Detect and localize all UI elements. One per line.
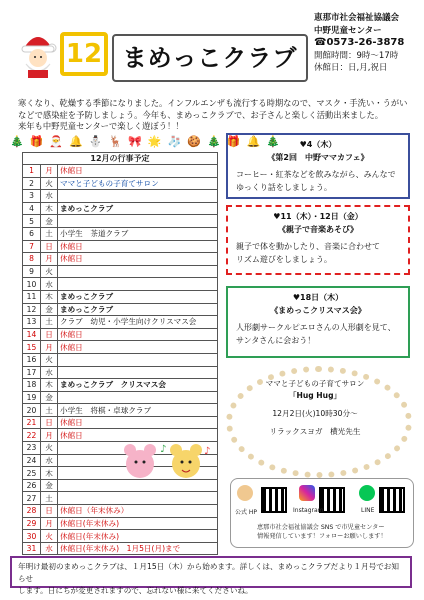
- event-title: 《まめっこクリスマス会》: [270, 306, 366, 315]
- christmas-decoration-strip: [10, 134, 280, 148]
- sns-text: [257, 523, 409, 541]
- calendar-weekday: 水: [41, 542, 58, 555]
- calendar-row: [23, 278, 218, 291]
- salon-line: 「Hug Hug」: [288, 391, 342, 400]
- calendar-day: 29: [23, 517, 41, 530]
- calendar-day: 28: [23, 505, 41, 518]
- intro-line: 来年も中野児童センターで楽しく遊ぼう！！: [18, 121, 184, 131]
- header: [10, 12, 414, 92]
- calendar-weekday: 月: [41, 517, 58, 530]
- calendar-row: [23, 530, 218, 543]
- calendar-weekday: 日: [41, 416, 58, 429]
- calendar-day: 14: [23, 328, 41, 341]
- calendar-day: 6: [23, 227, 41, 240]
- calendar-row: [23, 190, 218, 203]
- calendar-day: 18: [23, 379, 41, 392]
- calendar-note: まめっこクラブ: [58, 303, 218, 316]
- decoration-icon: 🔔: [246, 134, 261, 148]
- center-name: 中野児童センター: [314, 25, 382, 36]
- calendar-row: [23, 165, 218, 178]
- line-label: LINE: [361, 507, 375, 514]
- bears-illustration: [112, 440, 218, 486]
- decoration-icon: 🎅: [49, 134, 64, 148]
- event-box-mama-cafe: [226, 133, 410, 199]
- calendar-note: まめっこクラブ クリスマス会: [58, 379, 218, 392]
- calendar-weekday: 土: [41, 316, 58, 329]
- calendar-note: [58, 278, 218, 291]
- calendar-day: 23: [23, 442, 41, 455]
- calendar-note: クラブ 幼児・小学生向けクリスマス会: [58, 316, 218, 329]
- qr-code-hp[interactable]: [261, 487, 287, 513]
- calendar-note: 小学生 将棋・卓球クラブ: [58, 404, 218, 417]
- phone-number: ☎0573-26-3878: [314, 37, 405, 48]
- org-name: 恵那市社会福祉協議会: [314, 13, 400, 23]
- calendar-weekday: 火: [41, 265, 58, 278]
- calendar-row: [23, 290, 218, 303]
- calendar-day: 4: [23, 202, 41, 215]
- decoration-icon: 🍪: [187, 134, 202, 148]
- calendar-day: 9: [23, 265, 41, 278]
- center-info: [314, 12, 418, 92]
- calendar-weekday: 月: [41, 429, 58, 442]
- calendar-day: 3: [23, 190, 41, 203]
- calendar-weekday: 火: [41, 530, 58, 543]
- decoration-icon: 🦌: [108, 134, 123, 148]
- event-date: ♥11（木）・12日（金）: [273, 212, 363, 221]
- calendar-weekday: 金: [41, 215, 58, 228]
- calendar-note: [58, 265, 218, 278]
- calendar-weekday: 日: [41, 328, 58, 341]
- event-calendar: [22, 152, 218, 555]
- calendar-day: 26: [23, 479, 41, 492]
- calendar-weekday: 金: [41, 479, 58, 492]
- calendar-row: [23, 379, 218, 392]
- calendar-weekday: 水: [41, 190, 58, 203]
- calendar-day: 2: [23, 177, 41, 190]
- calendar-note: 休館日: [58, 341, 218, 354]
- intro-line: などで感染症を予防しましょう。今年も、まめっこクラブで、お子さんと楽しく活動出来ました。: [18, 109, 384, 120]
- calendar-row: [23, 492, 218, 505]
- closed-days: 休館日：日,月,祝日: [314, 63, 388, 73]
- decoration-icon: 🎄: [207, 134, 221, 148]
- event-date: ♥4（木）: [299, 140, 337, 149]
- calendar-weekday: 木: [41, 290, 58, 303]
- decoration-icon: 🎄: [10, 134, 24, 148]
- calendar-row: [23, 505, 218, 518]
- event-title: 《親子で音楽あそび》: [277, 225, 359, 234]
- month-number: 12: [60, 32, 108, 76]
- intro-line: 寒くなり、乾燥する季節になりました。インフルエンザも流行する時期なので、マスク・手洗い・うがい: [18, 98, 408, 108]
- calendar-weekday: 日: [41, 240, 58, 253]
- calendar-day: 10: [23, 278, 41, 291]
- calendar-day: 16: [23, 353, 41, 366]
- calendar-note: [58, 366, 218, 379]
- calendar-day: 30: [23, 530, 41, 543]
- calendar-day: 8: [23, 253, 41, 266]
- decoration-icon: 🎁: [29, 134, 44, 148]
- calendar-note: 休館日(年末休み) 1月5日(月)まで: [58, 542, 218, 555]
- calendar-day: 7: [23, 240, 41, 253]
- calendar-row: [23, 177, 218, 190]
- calendar-note: 休館日: [58, 240, 218, 253]
- calendar-day: 13: [23, 316, 41, 329]
- calendar-note: ママと子どもの子育てサロン: [58, 177, 218, 190]
- calendar-weekday: 金: [41, 391, 58, 404]
- calendar-weekday: 月: [41, 165, 58, 178]
- calendar-day: 5: [23, 215, 41, 228]
- event-body-line: 人形劇サークルピエロさんの人形劇を見て、: [236, 323, 396, 332]
- calendar-row: [23, 542, 218, 555]
- bear-mascot-icon: [237, 485, 253, 501]
- calendar-note: 休館日(年末休み): [58, 517, 218, 530]
- calendar-weekday: 水: [41, 278, 58, 291]
- calendar-note: [58, 190, 218, 203]
- calendar-weekday: 火: [41, 177, 58, 190]
- calendar-row: [23, 328, 218, 341]
- decoration-icon: 🎁: [226, 134, 241, 148]
- calendar-note: 休館日（年末休み）: [58, 505, 218, 518]
- calendar-day: 15: [23, 341, 41, 354]
- calendar-note: まめっこクラブ: [58, 290, 218, 303]
- decoration-icon: 🌟: [147, 134, 162, 148]
- event-body-line: リズム遊びをしましょう。: [236, 255, 332, 264]
- intro-text: [18, 98, 408, 133]
- calendar-weekday: 土: [41, 227, 58, 240]
- svg-text:♪: ♪: [204, 446, 211, 457]
- event-body-line: ゆっくり話をしましょう。: [236, 183, 332, 192]
- event-body-line: サンタさんに会おう！: [236, 336, 316, 345]
- calendar-row: [23, 253, 218, 266]
- calendar-day: 24: [23, 454, 41, 467]
- salon-announcement: [240, 378, 390, 470]
- event-box-music-play: [226, 205, 410, 275]
- calendar-note: まめっこクラブ: [58, 202, 218, 215]
- decoration-icon: 🔔: [69, 134, 83, 148]
- calendar-day: 21: [23, 416, 41, 429]
- event-body: [236, 168, 400, 194]
- calendar-day: 11: [23, 290, 41, 303]
- calendar-note: 休館日: [58, 416, 218, 429]
- calendar-note: 休館日: [58, 253, 218, 266]
- footer-notice: [10, 556, 412, 595]
- calendar-row: [23, 353, 218, 366]
- calendar-day: 27: [23, 492, 41, 505]
- calendar-note: 小学生 茶道クラブ: [58, 227, 218, 240]
- event-body-line: コーヒー・紅茶などを飲みながら、みんなで: [236, 170, 396, 179]
- santa-icon: [18, 26, 58, 78]
- calendar-row: [23, 517, 218, 530]
- opening-hours: 開館時間：9時～17時: [314, 50, 399, 61]
- calendar-row: [23, 341, 218, 354]
- calendar-weekday: 水: [41, 366, 58, 379]
- svg-text:♪: ♪: [160, 444, 167, 455]
- calendar-day: 19: [23, 391, 41, 404]
- calendar-day: 12: [23, 303, 41, 316]
- qr-code-line[interactable]: [379, 487, 405, 513]
- decoration-icon: ⛄: [88, 134, 103, 148]
- calendar-weekday: 水: [41, 454, 58, 467]
- calendar-weekday: 火: [41, 442, 58, 455]
- calendar-title: 12月の行事予定: [23, 153, 218, 165]
- hp-label: 公式 HP: [235, 509, 258, 516]
- calendar-note: 休館日: [58, 328, 218, 341]
- calendar-note: 休館日: [58, 429, 218, 442]
- event-body: [236, 321, 400, 347]
- instagram-label: Instagram: [293, 507, 324, 514]
- decoration-icon: 🎀: [128, 134, 142, 148]
- calendar-row: [23, 366, 218, 379]
- calendar-day: 25: [23, 467, 41, 480]
- calendar-row: [23, 240, 218, 253]
- event-date: ♥18日（木）: [292, 293, 344, 302]
- calendar-row: [23, 404, 218, 417]
- footer-line: します。日にちが変更されますので、忘れない様に来てくださいね。: [18, 586, 253, 595]
- calendar-weekday: 金: [41, 303, 58, 316]
- calendar-row: [23, 202, 218, 215]
- page-title: まめっこクラブ: [112, 34, 308, 82]
- calendar-weekday: 土: [41, 404, 58, 417]
- calendar-weekday: 月: [41, 253, 58, 266]
- calendar-day: 31: [23, 542, 41, 555]
- sns-text-line: 恵那市社会福祉協議会 SNS で市児童センター: [257, 524, 385, 531]
- calendar-weekday: 木: [41, 467, 58, 480]
- calendar-row: [23, 265, 218, 278]
- calendar-row: [23, 391, 218, 404]
- calendar-weekday: 木: [41, 202, 58, 215]
- sns-box: [230, 478, 414, 548]
- calendar-day: 20: [23, 404, 41, 417]
- event-body-line: 親子で体を動かしたり、音楽に合わせて: [236, 242, 380, 251]
- calendar-note: [58, 391, 218, 404]
- decoration-icon: 🎄: [266, 134, 280, 148]
- event-title: 《第2回 中野ママカフェ》: [267, 153, 369, 162]
- calendar-note: [58, 492, 218, 505]
- calendar-row: [23, 215, 218, 228]
- sns-text-line: 情報発信しています！フォローお願いします！: [257, 533, 387, 540]
- calendar-note: 休館日(年末休み): [58, 530, 218, 543]
- calendar-note: 休館日: [58, 165, 218, 178]
- calendar-weekday: 火: [41, 353, 58, 366]
- calendar-note: [58, 215, 218, 228]
- calendar-row: [23, 227, 218, 240]
- calendar-row: [23, 316, 218, 329]
- calendar-weekday: 月: [41, 341, 58, 354]
- calendar-weekday: 土: [41, 492, 58, 505]
- decoration-icon: 🧦: [167, 134, 182, 148]
- calendar-weekday: 木: [41, 379, 58, 392]
- salon-line: ママと子どもの子育てサロン: [265, 379, 365, 388]
- event-box-christmas: [226, 286, 410, 358]
- instagram-icon: [299, 485, 315, 501]
- event-body: [236, 240, 400, 266]
- footer-line: 年明け最初のまめっこクラブは、１月15日（木）から始めます。詳しくは、まめっこクラブだより１月号でお知らせ: [18, 562, 399, 583]
- calendar-note: [58, 353, 218, 366]
- salon-line: リラックスヨガ 横光先生: [269, 427, 361, 436]
- calendar-day: 17: [23, 366, 41, 379]
- line-icon: [359, 485, 375, 501]
- calendar-weekday: 日: [41, 505, 58, 518]
- calendar-day: 22: [23, 429, 41, 442]
- salon-line: 12月2日(火)10時30分～: [272, 409, 358, 418]
- calendar-row: [23, 416, 218, 429]
- calendar-row: [23, 303, 218, 316]
- calendar-day: 1: [23, 165, 41, 178]
